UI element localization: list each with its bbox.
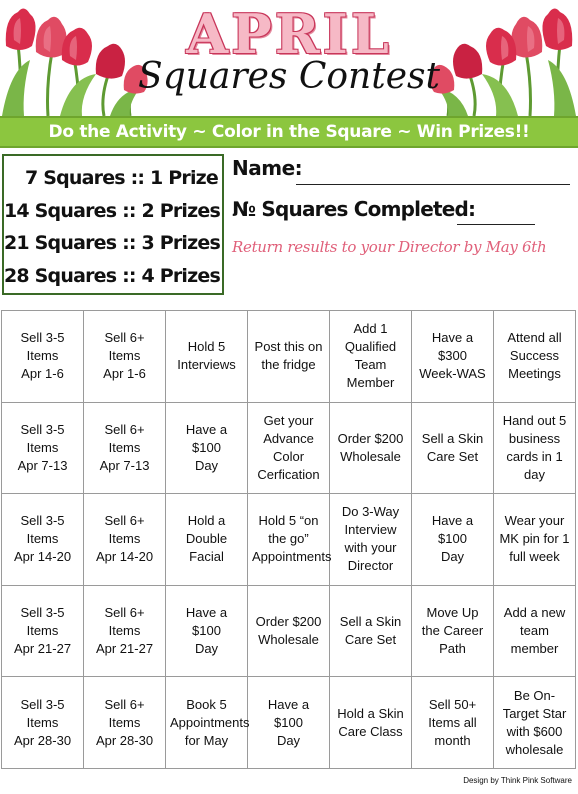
name-field[interactable] — [296, 184, 570, 185]
activity-square[interactable]: Sell 6+ Items Apr 14-20 — [84, 494, 166, 586]
prize-tiers-box — [2, 154, 224, 295]
activity-square[interactable]: Hold 5 Interviews — [166, 311, 248, 403]
activity-square[interactable]: Post this on the fridge — [248, 311, 330, 403]
activity-square[interactable]: Sell 3-5 Items Apr 21-27 — [2, 585, 84, 677]
prize-tier: 7 Squares :: 1 Prize — [24, 167, 218, 189]
activity-square[interactable]: Sell 3-5 Items Apr 7-13 — [2, 402, 84, 494]
activity-square[interactable]: Add a new team member — [494, 585, 576, 677]
activity-square[interactable]: Do 3-Way Interview with your Director — [330, 494, 412, 586]
activity-square[interactable]: Book 5 Appointments for May — [166, 677, 248, 769]
activity-square[interactable]: Sell a Skin Care Set — [330, 585, 412, 677]
prize-tier: 28 Squares :: 4 Prizes — [4, 264, 220, 287]
activity-square[interactable]: Hand out 5 business cards in 1 day — [494, 402, 576, 494]
activity-square[interactable]: Add 1 Qualified Team Member — [330, 311, 412, 403]
return-note: Return results to your Director by May 6th — [232, 238, 547, 256]
name-label: Name: — [232, 156, 303, 180]
activity-square[interactable]: Order $200 Wholesale — [248, 585, 330, 677]
design-credit: Design by Think Pink Software — [463, 776, 572, 785]
activity-square[interactable]: Have a $100 Day — [412, 494, 494, 586]
activity-square[interactable]: Get your Advance Color Cerfication — [248, 402, 330, 494]
activity-square[interactable]: Sell 3-5 Items Apr 1-6 — [2, 311, 84, 403]
instructions-banner: Do the Activity ~ Color in the Square ~ Win Prizes!! — [0, 116, 578, 148]
activity-grid — [1, 310, 576, 769]
activity-square[interactable]: Attend all Success Meetings — [494, 311, 576, 403]
activity-square[interactable]: Sell 6+ Items Apr 28-30 — [84, 677, 166, 769]
grid-row — [2, 494, 576, 586]
activity-square[interactable]: Hold a Skin Care Class — [330, 677, 412, 769]
activity-square[interactable]: Have a $300 Week-WAS — [412, 311, 494, 403]
activity-square[interactable]: Sell a Skin Care Set — [412, 402, 494, 494]
squares-completed-label: № Squares Completed: — [232, 197, 476, 221]
activity-square[interactable]: Wear your MK pin for 1 full week — [494, 494, 576, 586]
grid-row — [2, 677, 576, 769]
activity-square[interactable]: Have a $100 Day — [248, 677, 330, 769]
page-title: APRIL — [186, 2, 392, 66]
activity-square[interactable]: Hold 5 “on the go” Appointments — [248, 494, 330, 586]
activity-square[interactable]: Sell 6+ Items Apr 1-6 — [84, 311, 166, 403]
activity-square[interactable]: Have a $100 Day — [166, 585, 248, 677]
activity-square[interactable]: Sell 3-5 Items Apr 28-30 — [2, 677, 84, 769]
prize-tier: 21 Squares :: 3 Prizes — [4, 232, 220, 254]
activity-square[interactable]: Sell 6+ Items Apr 21-27 — [84, 585, 166, 677]
grid-row — [2, 311, 576, 403]
activity-square[interactable]: Order $200 Wholesale — [330, 402, 412, 494]
squares-completed-field[interactable] — [457, 224, 535, 225]
activity-square[interactable]: Move Up the Career Path — [412, 585, 494, 677]
activity-square[interactable]: Sell 50+ Items all month — [412, 677, 494, 769]
prize-tier: 14 Squares :: 2 Prizes — [4, 199, 220, 222]
activity-square[interactable]: Hold a Double Facial — [166, 494, 248, 586]
page-subtitle: Squares Contest — [138, 56, 440, 97]
activity-square[interactable]: Have a $100 Day — [166, 402, 248, 494]
header — [0, 0, 578, 116]
activity-square[interactable]: Sell 6+ Items Apr 7-13 — [84, 402, 166, 494]
grid-row — [2, 585, 576, 677]
activity-square[interactable]: Be On- Target Star with $600 wholesale — [494, 677, 576, 769]
activity-square[interactable]: Sell 3-5 Items Apr 14-20 — [2, 494, 84, 586]
grid-row — [2, 402, 576, 494]
